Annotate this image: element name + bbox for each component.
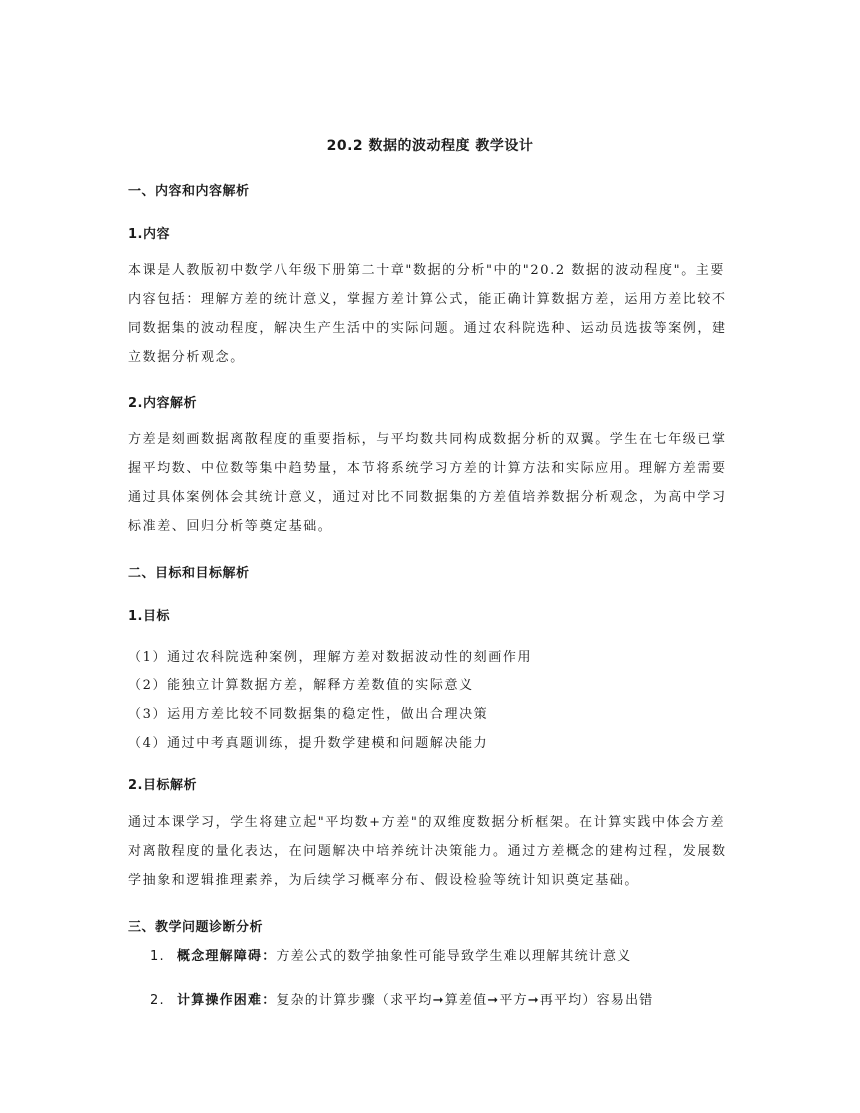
subheading-content: 1.内容 [128, 227, 170, 242]
paragraph-line: 方差是刻画数据离散程度的重要指标，与平均数共同构成数据分析的双翼。学生在七年级已掌 [128, 432, 727, 447]
paragraph-line: 对离散程度的量化表达，在问题解决中培养统计决策能力。通过方差概念的建构过程，发展数 [128, 844, 727, 859]
diagnosis-text: 方差公式的数学抽象性可能导致学生难以理解其统计意义 [276, 949, 632, 964]
paragraph-content-analysis [128, 425, 738, 541]
paragraph-line: 通过具体案例体会其统计意义，通过对比不同数据集的方差值培养数据分析观念，为高中学习 [128, 490, 727, 505]
diagnosis-label: 计算操作困难 [177, 993, 263, 1008]
diagnosis-item-2 [150, 989, 653, 1008]
diagnosis-separator: ： [262, 993, 277, 1008]
subheading-goal-analysis: 2.目标解析 [128, 778, 197, 793]
diagnosis-separator: ： [262, 949, 277, 964]
paragraph-line: 同数据集的波动程度，解决生产生活中的实际问题。通过农科院选种、运动员选拔等案例，建 [128, 321, 727, 336]
subheading-goals: 1.目标 [128, 609, 170, 624]
list-number: 2. [150, 993, 165, 1008]
goal-item-1: （1）通过农科院选种案例，理解方差对数据波动性的刻画作用 [128, 650, 533, 665]
paragraph-line: 握平均数、中位数等集中趋势量，本节将系统学习方差的计算方法和实际应用。理解方差需要 [128, 461, 727, 476]
goal-item-3: （3）运用方差比较不同数据集的稳定性，做出合理决策 [128, 707, 489, 722]
paragraph-line: 立数据分析观念。 [128, 350, 245, 365]
diagnosis-text: 复杂的计算步骤（求平均➞算差值➞平方➞再平均）容易出错 [276, 993, 654, 1008]
paragraph-content [128, 256, 738, 372]
goal-item-2: （2）能独立计算数据方差，解释方差数值的实际意义 [128, 678, 474, 693]
subheading-content-analysis: 2.内容解析 [128, 396, 197, 411]
paragraph-line: 内容包括：理解方差的统计意义，掌握方差计算公式，能正确计算数据方差，运用方差比较不 [128, 292, 727, 307]
section-heading-content-analysis: 一、内容和内容解析 [128, 184, 250, 199]
paragraph-goal-analysis [128, 808, 738, 895]
document-title: 20.2 数据的波动程度 教学设计 [326, 138, 534, 154]
diagnosis-label: 概念理解障碍 [177, 949, 263, 964]
paragraph-line: 学抽象和逻辑推理素养，为后续学习概率分布、假设检验等统计知识奠定基础。 [128, 873, 640, 888]
goal-item-4: （4）通过中考真题训练，提升数学建模和问题解决能力 [128, 736, 489, 751]
paragraph-line: 本课是人教版初中数学八年级下册第二十章"数据的分析"中的"20.2 数据的波动程度"。主要 [128, 263, 725, 278]
paragraph-line: 通过本课学习，学生将建立起"平均数+方差"的双维度数据分析框架。在计算实践中体会方差 [128, 815, 726, 830]
paragraph-line: 标准差、回归分析等奠定基础。 [128, 519, 333, 534]
diagnosis-item-1 [150, 945, 631, 964]
section-heading-diagnosis: 三、教学问题诊断分析 [128, 920, 264, 935]
section-heading-goals: 二、目标和目标解析 [128, 566, 250, 581]
list-number: 1. [150, 949, 165, 964]
